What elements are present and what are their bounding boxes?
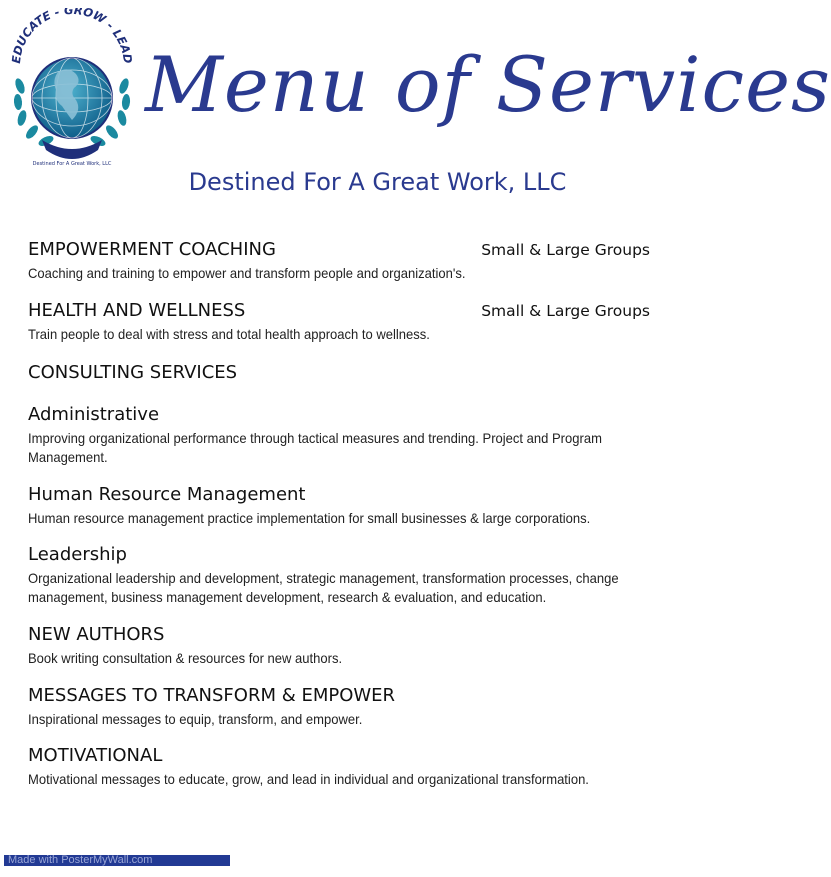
company-logo [6, 8, 138, 168]
service-heading: EMPOWERMENT COACHING [28, 239, 276, 260]
service-description: Improving organizational performance through tactical measures and trending. Project and Program Management. [28, 430, 602, 465]
service-human-resource-management [28, 481, 688, 528]
service-new-authors [28, 621, 688, 668]
company-name-subtitle: Destined For A Great Work, LLC [188, 168, 567, 196]
service-heading: CONSULTING SERVICES [28, 362, 238, 383]
service-administrative [28, 401, 688, 467]
service-messages-to-transform [28, 682, 688, 729]
service-heading: NEW AUTHORS [28, 624, 165, 645]
service-heading: Administrative [28, 404, 160, 425]
service-description: Coaching and training to empower and transform people and organization's. [28, 265, 466, 281]
logo-arc-text: EDUCATE - GROW - LEAD [8, 8, 136, 65]
service-description: Book writing consultation & resources for new authors. [28, 650, 343, 666]
service-group-size: Small & Large Groups [481, 241, 650, 259]
globe-emblem-icon [6, 8, 138, 168]
service-heading: MOTIVATIONAL [28, 745, 163, 766]
postermywall-watermark-link[interactable]: Made with PosterMyWall.com [8, 854, 153, 866]
page-title: Menu of Services [145, 40, 831, 129]
service-description: Inspirational messages to equip, transform, and empower. [28, 711, 363, 727]
service-description: Motivational messages to educate, grow, and lead in individual and organizational transformation. [28, 771, 589, 787]
service-heading: MESSAGES TO TRANSFORM & EMPOWER [28, 685, 396, 706]
service-heading: HEALTH AND WELLNESS [28, 300, 246, 321]
service-group-size: Small & Large Groups [481, 302, 650, 320]
service-description: Human resource management practice implementation for small businesses & large corporations. [28, 510, 591, 526]
service-heading: Human Resource Management [28, 484, 306, 505]
logo-caption: Destined For A Great Work, LLC [32, 161, 112, 167]
service-motivational [28, 742, 688, 789]
service-description: Train people to deal with stress and total health approach to wellness. [28, 326, 430, 342]
service-description: Organizational leadership and development, strategic management, transformation processes, change management, business management development, research & evaluation, and education. [28, 570, 619, 605]
service-heading: Leadership [28, 544, 127, 565]
service-consulting-services [28, 359, 237, 387]
service-leadership [28, 541, 688, 607]
